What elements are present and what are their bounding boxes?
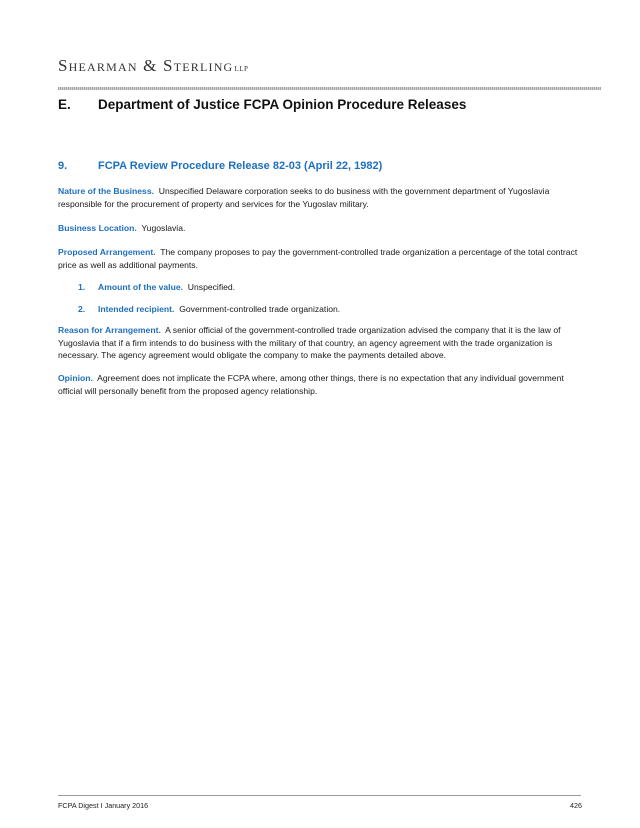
section-heading — [58, 97, 466, 112]
firm-logo — [58, 56, 248, 76]
page-number: 426 — [570, 801, 582, 810]
list-item-label: Amount of the value. — [98, 282, 183, 292]
paragraph-text: Agreement does not implicate the FCPA where, among other things, there is no expectation that any individual government official will personally benefit from the proposed agency relationship. — [58, 373, 564, 396]
list-item-text: Government-controlled trade organization. — [179, 304, 341, 314]
list-item — [78, 281, 235, 294]
subsection-heading — [58, 160, 382, 172]
list-item-text: Unspecified. — [187, 282, 236, 292]
list-item-number: 1. — [78, 282, 86, 292]
paragraph-text: Yugoslavia. — [141, 223, 186, 233]
paragraph-opinion — [58, 372, 588, 397]
firm-logo-suffix: LLP — [234, 65, 249, 73]
paragraph-label: Business Location. — [58, 223, 137, 233]
paragraph-reason — [58, 324, 588, 362]
paragraph-location — [58, 222, 588, 235]
list-item-label: Intended recipient. — [98, 304, 175, 314]
list-item — [78, 303, 340, 316]
header-divider — [58, 87, 601, 90]
footer-title: FCPA Digest I January 2016 — [58, 801, 149, 810]
paragraph-nature — [58, 185, 588, 210]
section-number: E. — [58, 97, 71, 112]
paragraph-text: A senior official of the government-controlled trade organization advised the company that it is the law of Yugoslavia that if a firm intends to do business with the military of that country, an agency agreement with the trade organization is necessary. The agency agreement would obligate the company to make the payments detailed above. — [58, 325, 561, 360]
footer-divider — [58, 795, 581, 796]
firm-logo-name: Shearman & Sterling — [58, 56, 234, 75]
subsection-title: FCPA Review Procedure Release 82-03 (April 22, 1982) — [98, 160, 383, 172]
subsection-number: 9. — [58, 160, 68, 172]
paragraph-text: The company proposes to pay the government-controlled trade organization a percentage of the total contract price as well as additional payments. — [58, 247, 578, 270]
paragraph-text: Unspecified Delaware corporation seeks to do business with the government department of Yugoslavia responsible for the procurement of property and services for the Yugoslav military. — [58, 186, 550, 209]
list-item-number: 2. — [78, 304, 86, 314]
section-title: Department of Justice FCPA Opinion Procedure Releases — [98, 97, 467, 112]
paragraph-arrangement — [58, 246, 588, 271]
paragraph-label: Opinion. — [58, 373, 93, 383]
paragraph-label: Proposed Arrangement. — [58, 247, 156, 257]
paragraph-label: Nature of the Business. — [58, 186, 154, 196]
paragraph-label: Reason for Arrangement. — [58, 325, 161, 335]
